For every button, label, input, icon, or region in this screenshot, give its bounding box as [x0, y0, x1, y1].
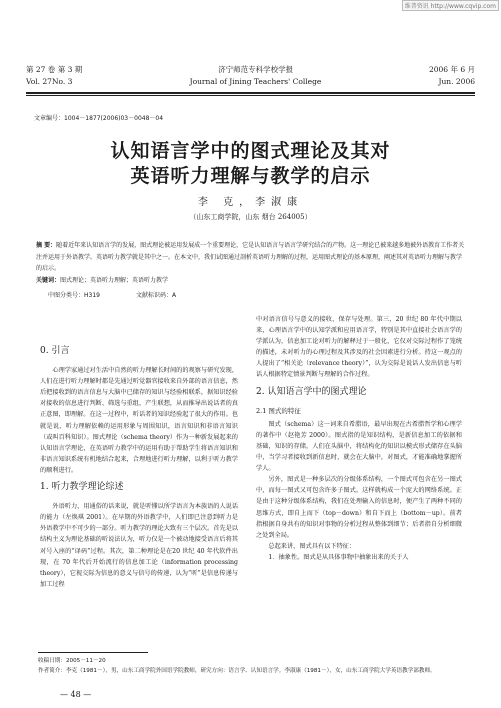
- keywords-label: 关键词：: [36, 276, 61, 284]
- page-number: — 48 —: [60, 690, 92, 699]
- section-heading-0: 0. 引言: [40, 346, 70, 356]
- authors: 李 克，李淑康: [197, 197, 304, 208]
- paragraph: 总起来讲，图式具有以下特征：: [268, 542, 356, 550]
- title-line-2: 英语听力理解与教学的启示: [130, 165, 371, 187]
- paragraph: 外语听力，用通俗的话来说，就是听懂以所学语言为本族语的人说话的能力（左焕琪 2001）。在早期的外语教学中，人们即已注意到听力是外语教学中不可少的一部分。听力教学的理论大致有三个层次。首先是以结构主义为理论基础的听说法认为，听力仅是一个被动地接受语言后将其对号入座的“译码”过程。其次，第二种理论是在20 世纪 40 年代软件出现，在 70 年代后开始流行的信息加工论（information processing theory），它视交际为信息的意义与信号的传递，认为“听”是信息传递与加工过程: [40, 503, 239, 588]
- journal-name-cn: 济宁师范专科学校学报: [218, 65, 294, 74]
- footnote: [38, 656, 467, 676]
- paragraph: 图式（schema）这一词来自希腊语，最早出现在古希腊哲学和心理学的著作中（赵艳芳 2000）。图式指的是知识结构，是新信息加工的依据和基础，知识的存储，人们在头脑中，将结构化的知识以模式形式储存在头脑中，当学习者接收到新信息时，就会在大脑中，对图式，才能准确地掌握所学人。: [256, 420, 462, 473]
- document-id: 文章编号：1004－1877(2006)03－0048－04: [34, 115, 164, 122]
- left-column: [40, 340, 238, 590]
- header-rule-thin: [26, 95, 475, 96]
- abstract-text: 随着近年来认知语言学的发展，图式理论被运用发展成一个重要理论，它是认知语言与语言学研究结合的产物。这一理论已被来越多地被外语教育工作者关注并运用于外语教学。英语听力教学就是其中之一。在本文中，我们试图通过剖析英语听力理解的过程，运用图式理论的基本原理，阐述其对英语听力理解与教学的启示。: [36, 242, 465, 272]
- author-info: 作者简介：李克（1981－），男，山东工商学院外国语学院教师，研究方向：语言学、认知语言学。李淑康（1981－），女，山东工商学院大学英语教学部教师。: [38, 668, 436, 674]
- footnote-rule: [38, 652, 148, 653]
- classification: [48, 290, 176, 301]
- header-rule: [26, 92, 475, 94]
- journal-header: [26, 64, 475, 88]
- paragraph: 心理学家通过对生活中自然的听力理解长时间的的观察与研究发现，人们在进行听力理解时都是先通过听觉器官接收来自外部的语言信息，然后把接收到的语言信息与大脑中已储存的知识与经验相联系，据知识经验对接收的信息进行判断、筛选与重组，产生联想，从而推导出说话者的真正意图，即理解。在这一过程中，听话者的知识经验起了很大的作用。也就是说，听力理解依赖的运用形象与周围知识，语言知识和非语言知识（或叫百科知识）。图式理论（schema theory）作为一种新发展起来的认知语言学理论，在英语听力教学中的运用有助于帮助学生将语言知识和非语言知识系统有机地结合起来，合理地进行听力理解，以利于听力教学的顺利进行。: [40, 367, 239, 474]
- paragraph: 另外，图式是一种多层次的分级体系结构，一个图式可包含在另一图式中，而每一图式又可包含许多子图式。这样就构成一个庞大的网络系统。正是由于这种分级体系结构，我们在处理输入的信息时，便产生了两种不同的思维方式，即自上而下（top－down）和自下而上（bottom－up）。前者指根据自身共有的知识对事物的分析过程从整体到细节；后者指自分析细微之处到全局。: [256, 476, 462, 539]
- subsection-heading-2-1: 2.1 图式的特征: [256, 406, 301, 415]
- watermark: 维普资讯 http://www.cqvip.com: [402, 0, 499, 11]
- paragraph: 中对语言信号与意义的接收、保存与处理。第三，20 世纪 80 年代中期以来，心理语言学中的认知学派和应用语言学，特别是其中直接社会语言学的学派认为，信息加工论对听力的解释过于一般化，它仅对交际过程作了笼统的描述，未对听力的心理过程及其涉及的社会因素进行分析。持这一观点的人提出了“相关论（relevance theory）”，认为交际是说话人发出信息与听话人根据特定情景判断与理解的合作过程。: [256, 316, 462, 379]
- section-heading-2: 2. 认知语言学中的图式理论: [256, 386, 367, 397]
- volume-cn: 第 27 卷 第 3 期: [26, 65, 83, 74]
- paragraph: 1．抽象性。图式是从具体事物中抽象出来的关于人: [268, 553, 409, 561]
- right-column: [256, 314, 462, 563]
- date-en: Jun. 2006: [438, 77, 475, 86]
- journal-name-en: Journal of Jining Teachers' College: [189, 77, 322, 86]
- abstract: [36, 240, 467, 286]
- section-heading-1: 1. 听力教学理论综述: [40, 482, 124, 493]
- title-line-1: 认知语言学中的图式理论及其对: [110, 140, 391, 162]
- document-code: 文献标识码：A: [135, 292, 177, 299]
- clc-number: 中图分类号：H319: [48, 292, 100, 299]
- date-cn: 2006 年 6 月: [428, 65, 475, 74]
- keywords-text: 图式理论；英语听力理解；英语听力教学: [60, 276, 169, 284]
- affiliation: （山东工商学院，山东 烟台 264005）: [189, 213, 312, 221]
- abstract-label: 摘 要：: [36, 242, 57, 249]
- volume-en: Vol. 27No. 3: [26, 77, 73, 86]
- received-date: 收稿日期：2005－11－20: [38, 658, 106, 664]
